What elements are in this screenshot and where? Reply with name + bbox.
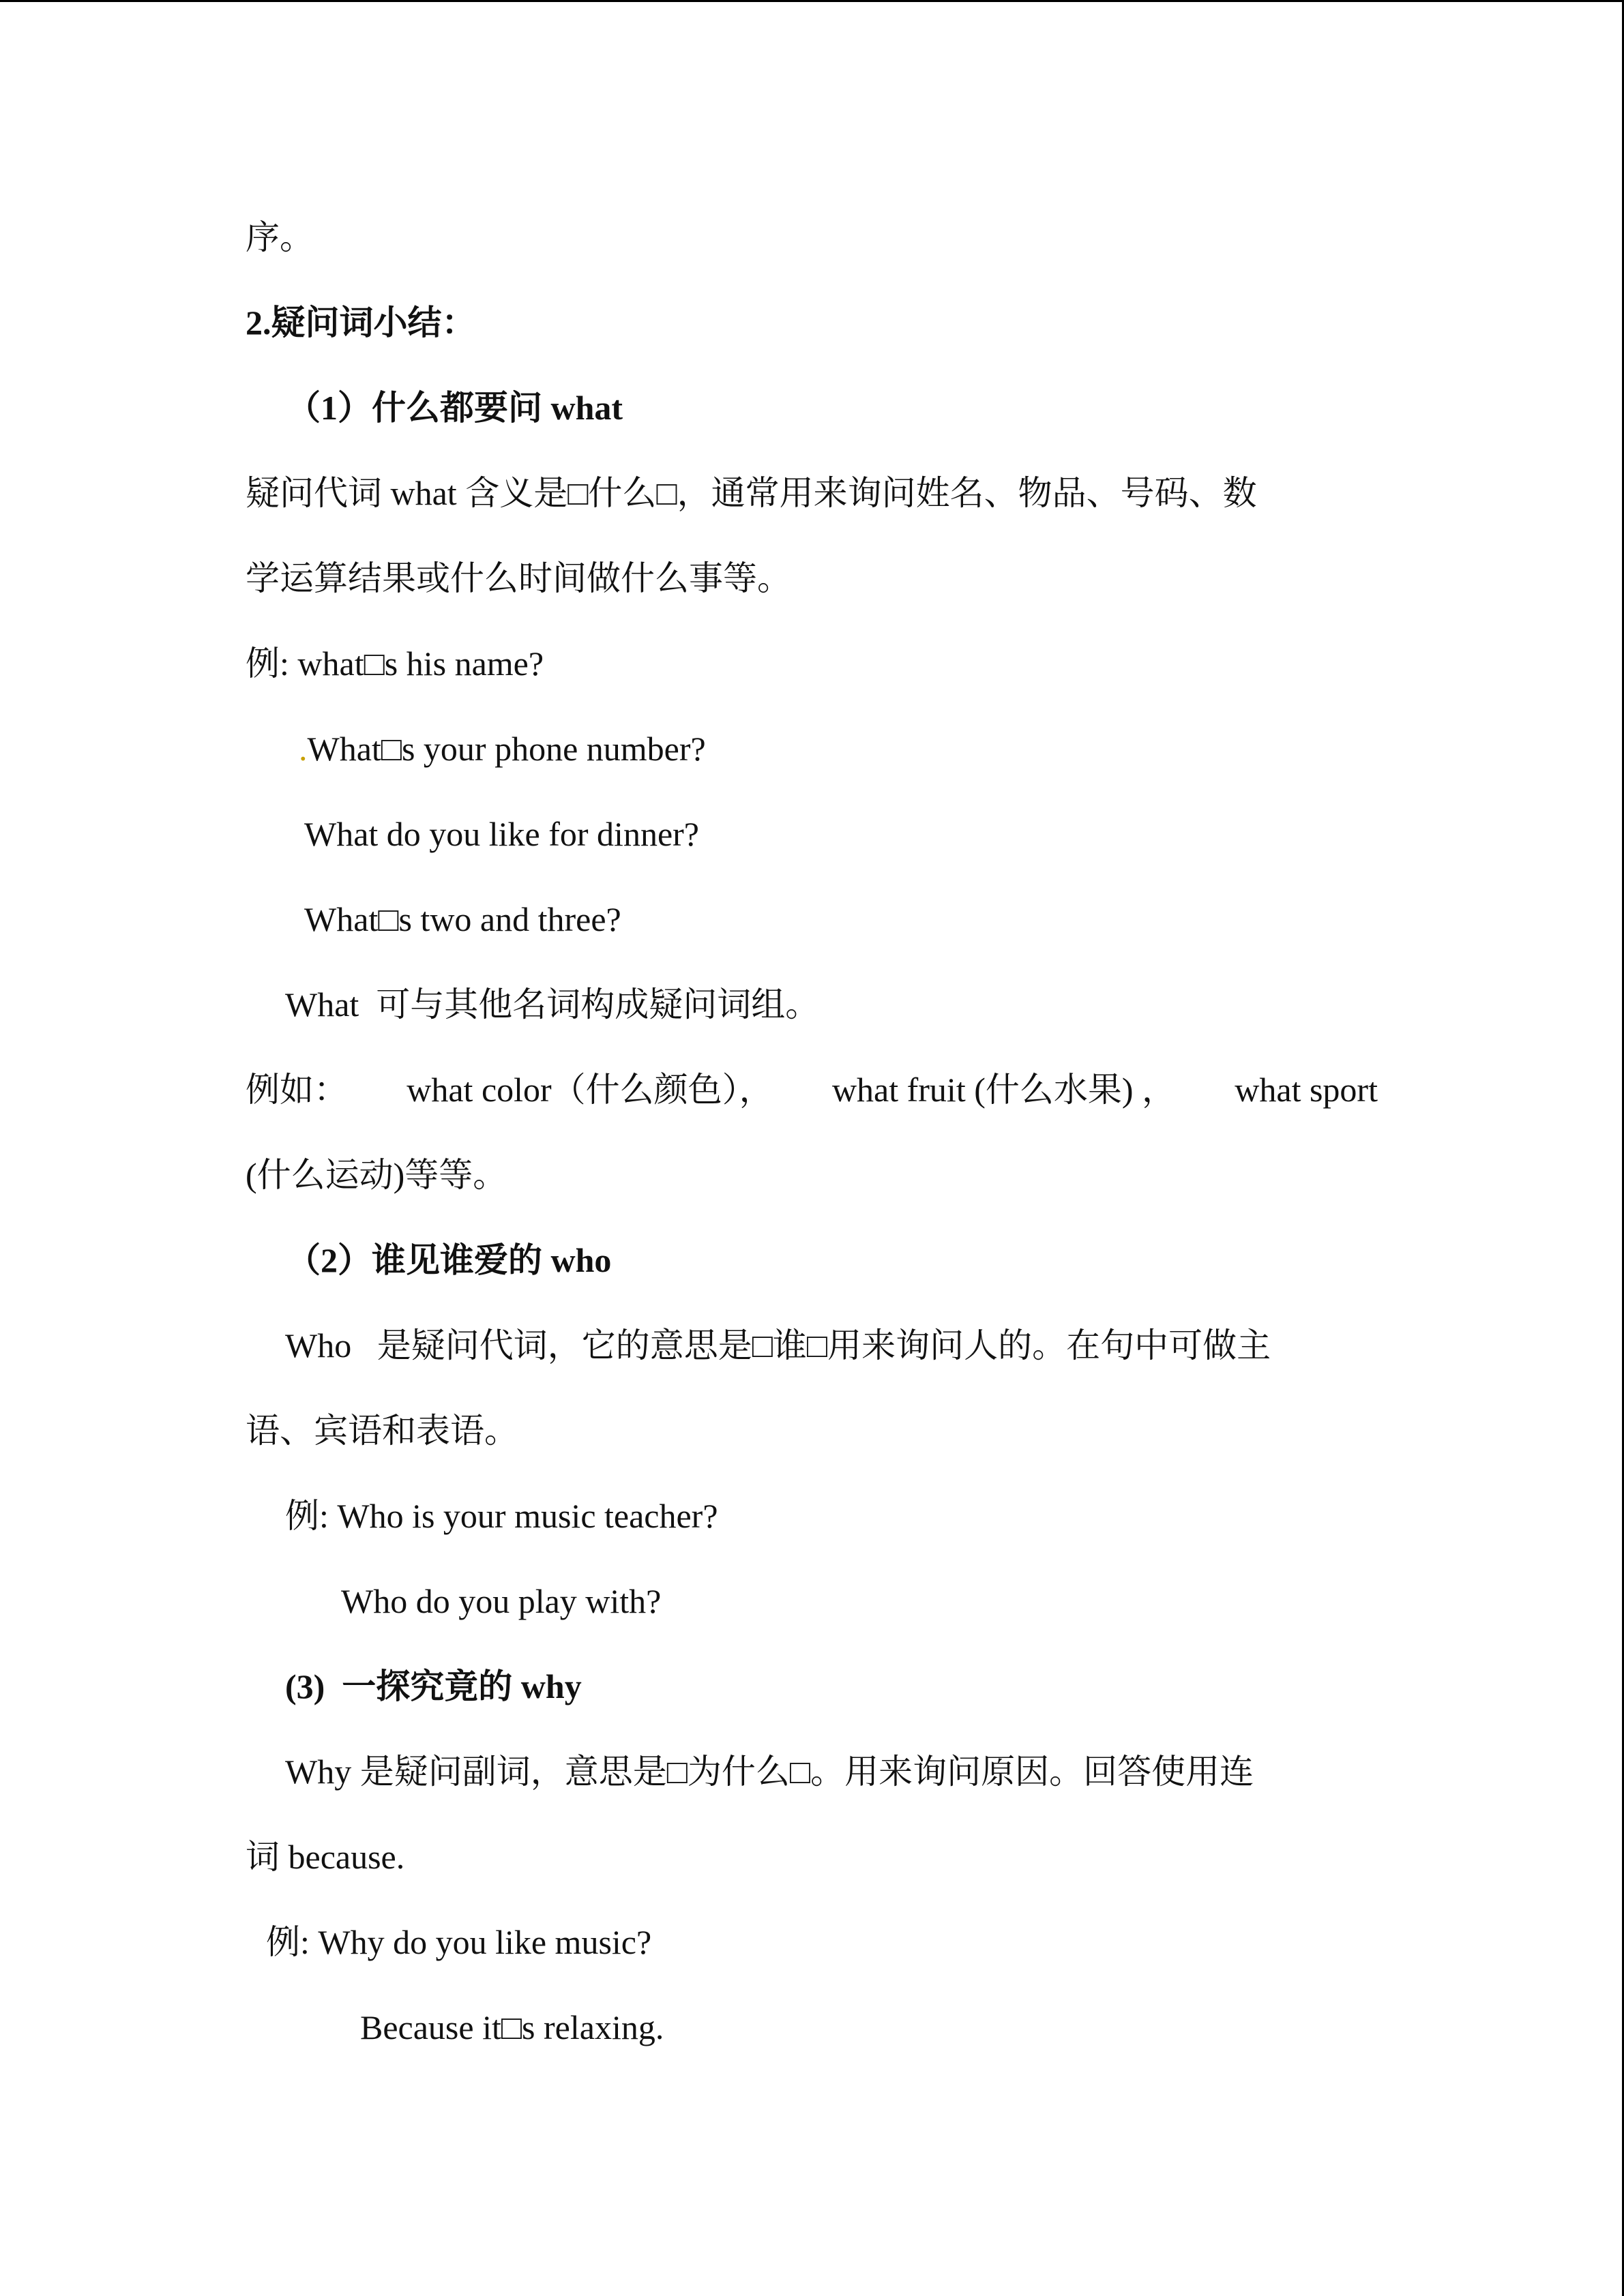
subsection-heading-what: （1）什么都要问 what — [286, 389, 623, 427]
text-line: 词 because. — [246, 1838, 405, 1876]
text-line: 语、宾语和表语。 — [246, 1412, 518, 1450]
text-line: Who 是疑问代词，它的意思是□谁□用来询问人的。在句中可做主 — [285, 1326, 1271, 1365]
example-line: Because it□s relaxing. — [360, 2008, 664, 2046]
text-line-justified — [246, 1069, 1378, 1110]
text-segment: what fruit (什么水果) ， — [831, 1071, 1177, 1109]
section-heading: 2.疑问词小结： — [246, 303, 476, 342]
example-line: What□s two and three? — [304, 900, 621, 938]
top-border — [0, 0, 1624, 2]
text-line: 疑问代词 what 含义是□什么□，通常用来询问姓名、物品、号码、数 — [246, 474, 1257, 512]
example-line — [299, 728, 706, 769]
example-line: What do you like for dinner? — [304, 815, 699, 853]
text-segment: what sport — [1235, 1071, 1378, 1109]
text-line: Why 是疑问副词，意思是□为什么□。用来询问原因。回答使用连 — [285, 1753, 1254, 1791]
example-line: 例: Who is your music teacher? — [285, 1497, 718, 1535]
text-line: 学运算结果或什么时间做什么事等。 — [246, 559, 791, 597]
text-segment: 例如： — [246, 1071, 348, 1109]
stray-dot: . — [299, 730, 308, 768]
text-segment: what color（什么颜色）， — [407, 1071, 773, 1109]
example-line: 例: Why do you like music? — [266, 1923, 652, 1961]
subsection-heading-why: (3) 一探究竟的 why — [285, 1667, 582, 1705]
text-line: What 可与其他名词构成疑问词组。 — [285, 985, 820, 1024]
subsection-heading-who: （2）谁见谁爱的 who — [286, 1241, 612, 1279]
example-line: Who do you play with? — [341, 1582, 662, 1620]
text-line: 序。 — [246, 218, 314, 256]
example-text: What□s your phone number? — [307, 730, 706, 768]
example-line: 例: what□s his name? — [246, 644, 544, 683]
text-line: (什么运动)等等。 — [246, 1156, 507, 1194]
